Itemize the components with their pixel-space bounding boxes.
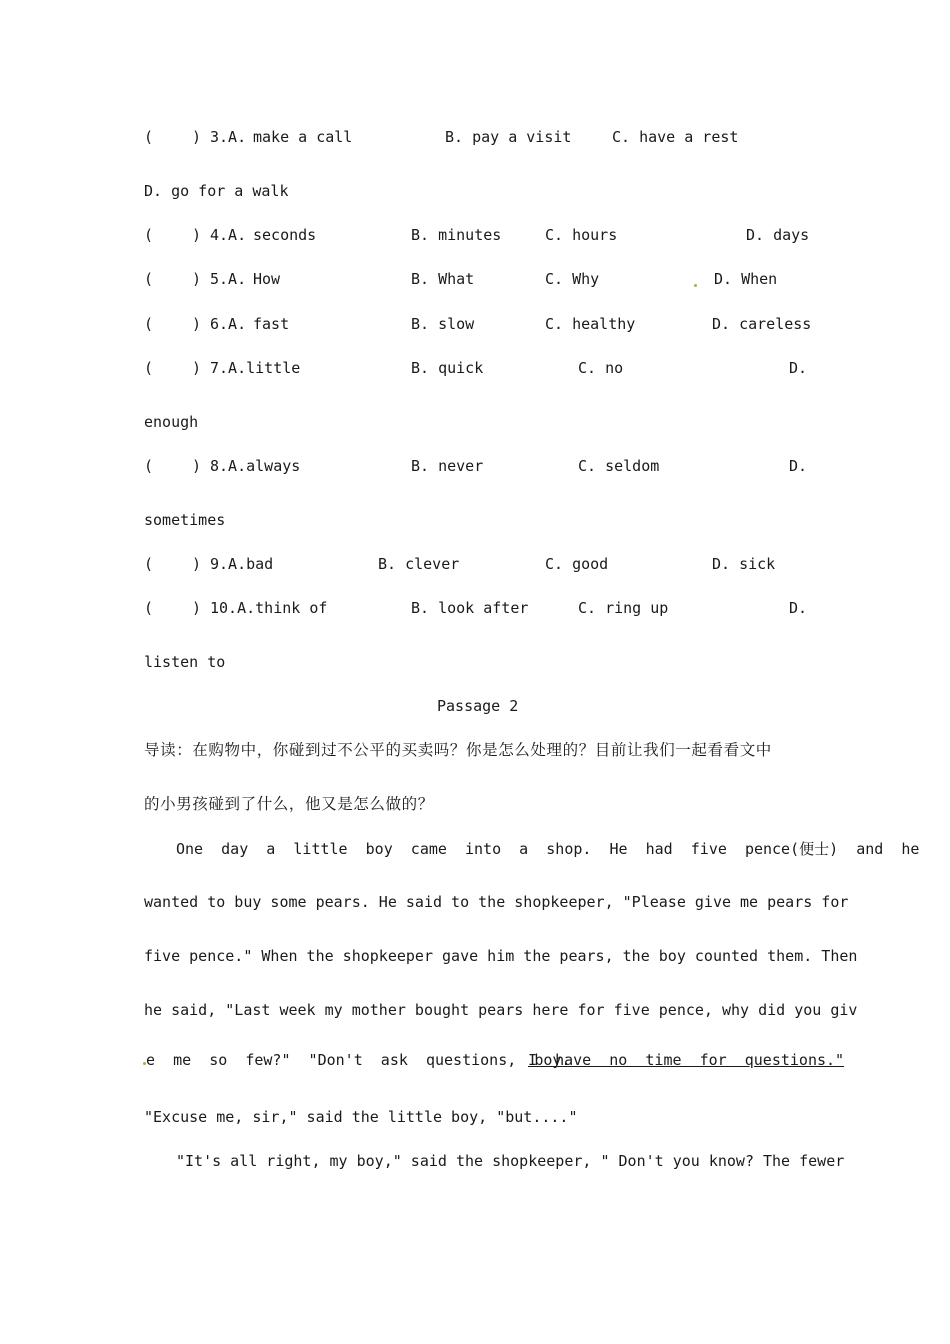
option-d-wrapped: D. go for a walk [144, 182, 289, 200]
answer-paren-close: ) [192, 270, 202, 288]
answer-paren-close: ) [192, 128, 202, 146]
question-number: 5.A. [210, 270, 247, 288]
option-c: C. have a rest [612, 128, 739, 146]
option-a: seconds [253, 226, 317, 244]
option-d-wrapped: listen to [144, 653, 226, 671]
option-d-wrapped: sometimes [144, 511, 226, 529]
option-d: D. sick [712, 555, 776, 573]
question-number: 7.A.little [210, 359, 301, 377]
answer-paren-open: ( [144, 457, 154, 475]
answer-paren-open: ( [144, 226, 154, 244]
passage-title: Passage 2 [437, 697, 519, 715]
speck-mark [694, 284, 697, 287]
passage-line: five pence." When the shopkeeper gave him the pears, the boy counted them. Then [144, 947, 858, 965]
option-b: B. never [411, 457, 484, 475]
question-number: 4.A. [210, 226, 247, 244]
question-number: 6.A. [210, 315, 247, 333]
passage-line: "It's all right, my boy," said the shopkeeper, " Don't you know? The fewer [176, 1152, 845, 1170]
answer-paren-close: ) [192, 226, 202, 244]
option-b: B. look after [411, 599, 529, 617]
question-number: 8.A.always [210, 457, 301, 475]
answer-paren-close: ) [192, 599, 202, 617]
option-b: B. slow [411, 315, 475, 333]
option-d-wrapped: enough [144, 413, 199, 431]
answer-paren-open: ( [144, 270, 154, 288]
answer-paren-close: ) [192, 555, 202, 573]
option-d: D. days [746, 226, 810, 244]
option-d: D. careless [712, 315, 812, 333]
option-c: C. Why [545, 270, 600, 288]
option-b: B. minutes [411, 226, 502, 244]
option-b: B. quick [411, 359, 484, 377]
passage-line: wanted to buy some pears. He said to the shopkeeper, "Please give me pears for [144, 893, 849, 911]
option-d: D. [789, 359, 808, 377]
passage-line: "Excuse me, sir," said the little boy, "but...." [144, 1108, 578, 1126]
underlined-sentence: I have no time for questions." [528, 1051, 845, 1069]
option-b: B. What [411, 270, 475, 288]
option-c: C. healthy [545, 315, 636, 333]
answer-paren-close: ) [192, 457, 202, 475]
option-d: D. [789, 599, 808, 617]
option-c: C. ring up [578, 599, 669, 617]
question-number: 10.A.think of [210, 599, 328, 617]
option-c: C. seldom [578, 457, 660, 475]
answer-paren-open: ( [144, 599, 154, 617]
answer-paren-open: ( [144, 359, 154, 377]
option-a: How [253, 270, 281, 288]
question-number: 3.A. [210, 128, 247, 146]
passage-line: he said, "Last week my mother bought pears here for five pence, why did you giv [144, 1001, 858, 1019]
option-c: C. no [578, 359, 624, 377]
answer-paren-close: ) [192, 315, 202, 333]
answer-paren-open: ( [144, 555, 154, 573]
option-a: fast [253, 315, 290, 333]
option-d: D. When [714, 270, 778, 288]
option-b: B. pay a visit [445, 128, 572, 146]
passage-line: e me so few?" "Don't ask questions, boy. [146, 1051, 589, 1069]
intro-text-line-1: 导读：在购物中，你碰到过不公平的买卖吗？你是怎么处理的？目前让我们一起看看文中 [144, 741, 772, 759]
option-c: C. good [545, 555, 609, 573]
option-c: C. hours [545, 226, 618, 244]
intro-text-line-2: 的小男孩碰到了什么，他又是怎么做的？ [144, 795, 434, 813]
question-number: 9.A.bad [210, 555, 274, 573]
answer-paren-open: ( [144, 315, 154, 333]
answer-paren-open: ( [144, 128, 154, 146]
option-a: make a call [253, 128, 353, 146]
option-b: B. clever [378, 555, 460, 573]
passage-line: One day a little boy came into a shop. He had five pence(便士) and he [176, 840, 920, 858]
answer-paren-close: ) [192, 359, 202, 377]
option-d: D. [789, 457, 808, 475]
